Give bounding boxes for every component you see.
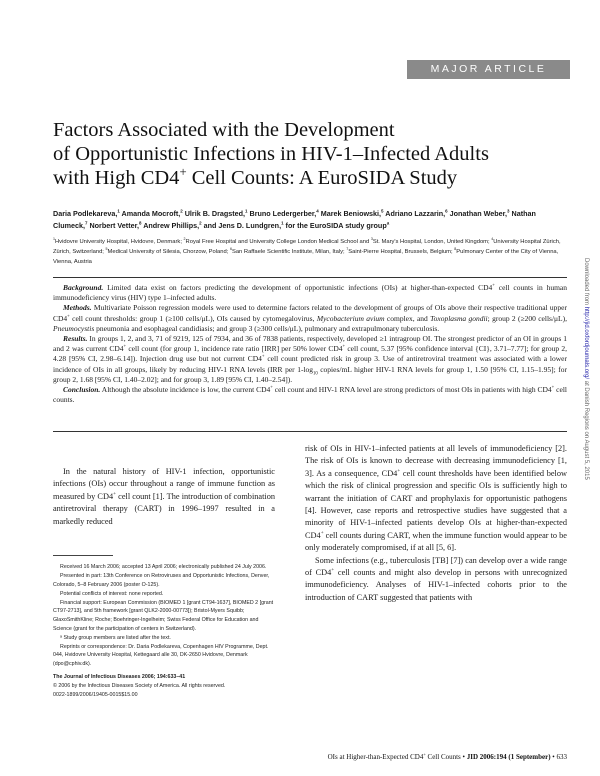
abstract-background: Background. Limited data exist on factors predicting the development of opportunistic infections (OIs) at higher-than-expected CD4+ cell counts in human immunodeficiency virus (HIV) type 1–infected adults. [53,283,568,303]
footnote-reprints: Reprints or correspondence: Dr. Daria Podlekareva, Copenhagen HIV Programme, Dept. 044, Hvidovre University Hospital, Kettegaard alle 30, DK-2650 Hvidovre, Denmark (dpo@cphiv.dk). [53,643,269,668]
body-column-left: In the natural history of HIV-1 infection, opportunistic infections (OIs) occur throughout a range of immune function as measured by CD4+ cell count [1]. The introduction of combination antiretroviral therapy (CART) in 1996–1997 resulted in a markedly reduced [53,467,275,526]
author-list: Daria Podlekareva,$^1$ Amanda Mocroft,$^2$ Ulrik B. Dragsted,$^1$ Bruno Ledergerber,$^4$ Marek Beniowski,$^5$ Adriano Lazzarin,$^6$ Jonathan Weber,$^3$ Nathan Clumeck,$^7$ Norbert Vetter,$^8$ Andrew Phillips,$^2$ and Jens D. Lundgren,$^1$ for the EuroSIDA study group$^a$ [53,208,536,230]
body-paragraph: Some infections (e.g., tuberculosis [TB] [7]) can develop over a wide range of CD4+ cell counts and might also develop in persons with unrecognized immunodeficiency. Analyses of HIV-1–infected cohorts prior to the introduction of CART suggested that patients with [305,555,567,602]
footnote-rule [53,555,113,556]
footnote-support: Financial support: European Commission (BIOMED 1 [grant CT94-1637], BIOMED 2 [grant CT97-2713], and 5th framework [grant QLK2-2000-00773]); Bristol-Myers Squibb; GlaxoSmithKline; Roche; Boehringer-Ingelheim; Swiss Federal Office for Education and Science (grant for the participation of centers in Switzerland). [53,599,274,632]
footnote-conflicts: Potential conflicts of interest: none reported. [60,590,164,597]
title-line-1: Factors Associated with the Development [53,119,395,141]
article-title [53,118,553,190]
download-watermark: Downloaded from http://jid.oxfordjournals.org/ at Danish Regions on August 5, 2015 [583,258,589,480]
abstract-conclusion: Conclusion. Although the absolute incidence is low, the current CD4+ cell count and HIV-1 RNA level are strong predictors of most OIs in patients with high CD4+ cell counts. [53,385,568,405]
journal-citation: The Journal of Infectious Diseases 2006; 194:633–41 [53,673,186,680]
abstract-top-rule [53,277,567,278]
footnote-presented: Presented in part: 13th Conference on Retroviruses and Opportunistic Infections, Denver, Colorado, 5–8 February 2006 (poster O-125). [53,573,270,588]
abstract-results: Results. In groups 1, 2, and 3, 71 of 9219, 125 of 7934, and 36 of 7838 patients, respectively, developed ≥1 intragroup OI. The strongest predictor of an OI in groups 1 and 2 was current CD4+ cell count (for group 1, incidence rate ratio [IRR] per 50% lower CD4+ cell count, 5.37 [95% confidence interval {CI}, 3.71–7.77]; for group 2, 4.28 [95% CI, 2.98–6.14]). Injection drug use but not current CD4+ cell count predicted risk in group 3. Use of antiretroviral treatment was associated with a lower incidence of OIs in all groups, likely by reducing HIV-1 RNA levels (IRR per $1-\log_{10}$ copies/mL higher HIV-1 RNA levels for group 1, 1.50 [95% CI, 1.15–1.95]; for group 2, 1.68 [95% CI, 1.40–2.02]; and for group 3, 1.89 [95% CI, 1.40–2.54]). [53,334,567,384]
body-paragraph: risk of OIs in HIV-1–infected patients at all levels of immunodeficiency [2]. The risk of OIs is known to decrease with decreasing immunodeficiency [1, 3]. As a consequence, CD4+ cell count thresholds have been identified below which the risk of clinical progression and specific OIs is sufficiently high to warrant the initiation of CART and prophylaxis for opportunistic pathogens [4]. However, case reports and retrospective studies have suggested that a minority of HIV-1–infected patients develop OIs at higher-than-expected CD4+ cell counts during CART, when the immune function would appear to be only moderately compromised, if at all [5, 6]. [305,444,567,553]
footnotes [53,563,275,700]
title-line-3: with High CD4+ Cell Counts: A EuroSIDA Study [53,165,458,189]
footnote-study-group: ᵃ Study group members are listed after the text. [60,634,171,641]
copyright: © 2006 by the Infectious Diseases Society of America. All rights reserved. [53,682,226,689]
title-line-2: of Opportunistic Infections in HIV-1–Infected Adults [53,143,489,165]
article-type-banner: MAJOR ARTICLE [407,60,570,79]
issn: 0022-1899/2006/19405-0015$15.00 [53,691,138,698]
footnote-received: Received 16 March 2006; accepted 13 April 2006; electronically published 24 July 2006. [60,564,267,570]
body-column-right [305,443,567,604]
download-link[interactable]: http://jid.oxfordjournals.org/ [583,306,589,380]
abstract [53,283,567,405]
abstract-methods: Methods. Multivariate Poisson regression models were used to determine factors related to the development of groups of OIs above their respective traditional upper CD4+ cell count thresholds: group 1 (≥100 cells/μL), OIs caused by cytomegalovirus, Mycobacterium avium complex, and Toxoplasma gondii; group 2 (≥200 cells/μL), Pneumocystis pneumonia and esophageal candidiasis; and group 3 (≥300 cells/μL), pulmonary and extrapulmonary tuberculosis. [53,303,568,333]
affiliations: $^1$Hvidovre University Hospital, Hvidovre, Denmark; $^2$Royal Free Hospital and University College London Medical School and $^3$St. Mary's Hospital, London, United Kingdom; $^4$University Hospital Zürich, Zürich, Switzerland; $^5$Medical University of Silesia, Chorzow, Poland; $^6$San Raffaele Scientific Institute, Milan, Italy; $^7$Saint-Pierre Hospital, Brussels, Belgium; $^8$Pulmonary Center of the City of Vienna, Vienna, Austria [53,237,561,265]
running-footer: OIs at Higher-than-Expected CD4+ Cell Counts • JID 2006:194 (1 September) • 633 [327,751,567,761]
abstract-bottom-rule [53,431,567,432]
